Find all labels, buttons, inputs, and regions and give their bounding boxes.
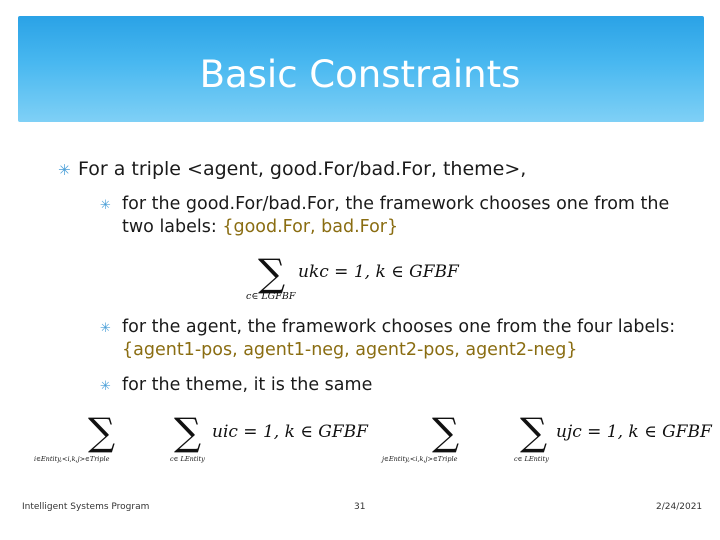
slide-title: Basic Constraints xyxy=(199,53,521,96)
footer-page-number: 31 xyxy=(354,502,366,512)
equation-gfbf xyxy=(244,253,464,305)
bullet-sub-gfbf-text: for the good.For/bad.For, the framework chooses one from the two labels: xyxy=(122,194,670,237)
equation-subscript-outer: i∈Entity,<i,k,j>∈Triple xyxy=(34,455,110,463)
footer-date: 2/24/2021 xyxy=(656,502,703,512)
bullet-sub-theme-text: for the theme, it is the same xyxy=(122,375,373,395)
bullet-main xyxy=(58,158,698,181)
bullet-mark-icon: ✳ xyxy=(100,198,111,213)
bullet-sub-gfbf xyxy=(100,193,682,239)
footer-org: Intelligent Systems Program xyxy=(22,502,150,512)
bullet-sub-agent xyxy=(100,316,682,362)
equation-theme xyxy=(380,412,710,468)
sum-symbol: ∑ xyxy=(88,410,116,454)
equation-subscript-inner: c∈ LEntity xyxy=(170,455,205,463)
equation-subscript-outer: j∈Entity,<i,k,j>∈Triple xyxy=(382,455,458,463)
equation-subscript-inner: c∈ LEntity xyxy=(514,455,549,463)
sum-symbol: ∑ xyxy=(520,410,548,454)
equation-body: ukc = 1, k ∈ GFBF xyxy=(298,262,459,282)
sum-symbol: ∑ xyxy=(174,410,202,454)
sum-symbol: ∑ xyxy=(432,410,460,454)
bullet-mark-icon: ✳ xyxy=(100,379,111,394)
agent-labels: {agent1-pos, agent1-neg, agent2-pos, agent2-neg} xyxy=(122,340,578,360)
equation-body: ujc = 1, k ∈ GFBF xyxy=(556,422,712,442)
equation-agent xyxy=(30,412,370,468)
gfbf-labels: {good.For, bad.For} xyxy=(222,217,399,237)
bullet-sub-theme xyxy=(100,374,682,397)
bullet-sub-agent-text: for the agent, the framework chooses one from the four labels: xyxy=(122,317,676,337)
equation-body: uic = 1, k ∈ GFBF xyxy=(212,422,368,442)
bullet-mark-icon: ✳ xyxy=(58,161,71,179)
bullet-mark-icon: ✳ xyxy=(100,321,111,336)
bullet-main-text: For a triple <agent, good.For/bad.For, theme>, xyxy=(78,158,527,180)
sum-symbol: ∑ xyxy=(258,251,286,295)
equation-subscript: c∈ LGFBF xyxy=(246,291,296,302)
